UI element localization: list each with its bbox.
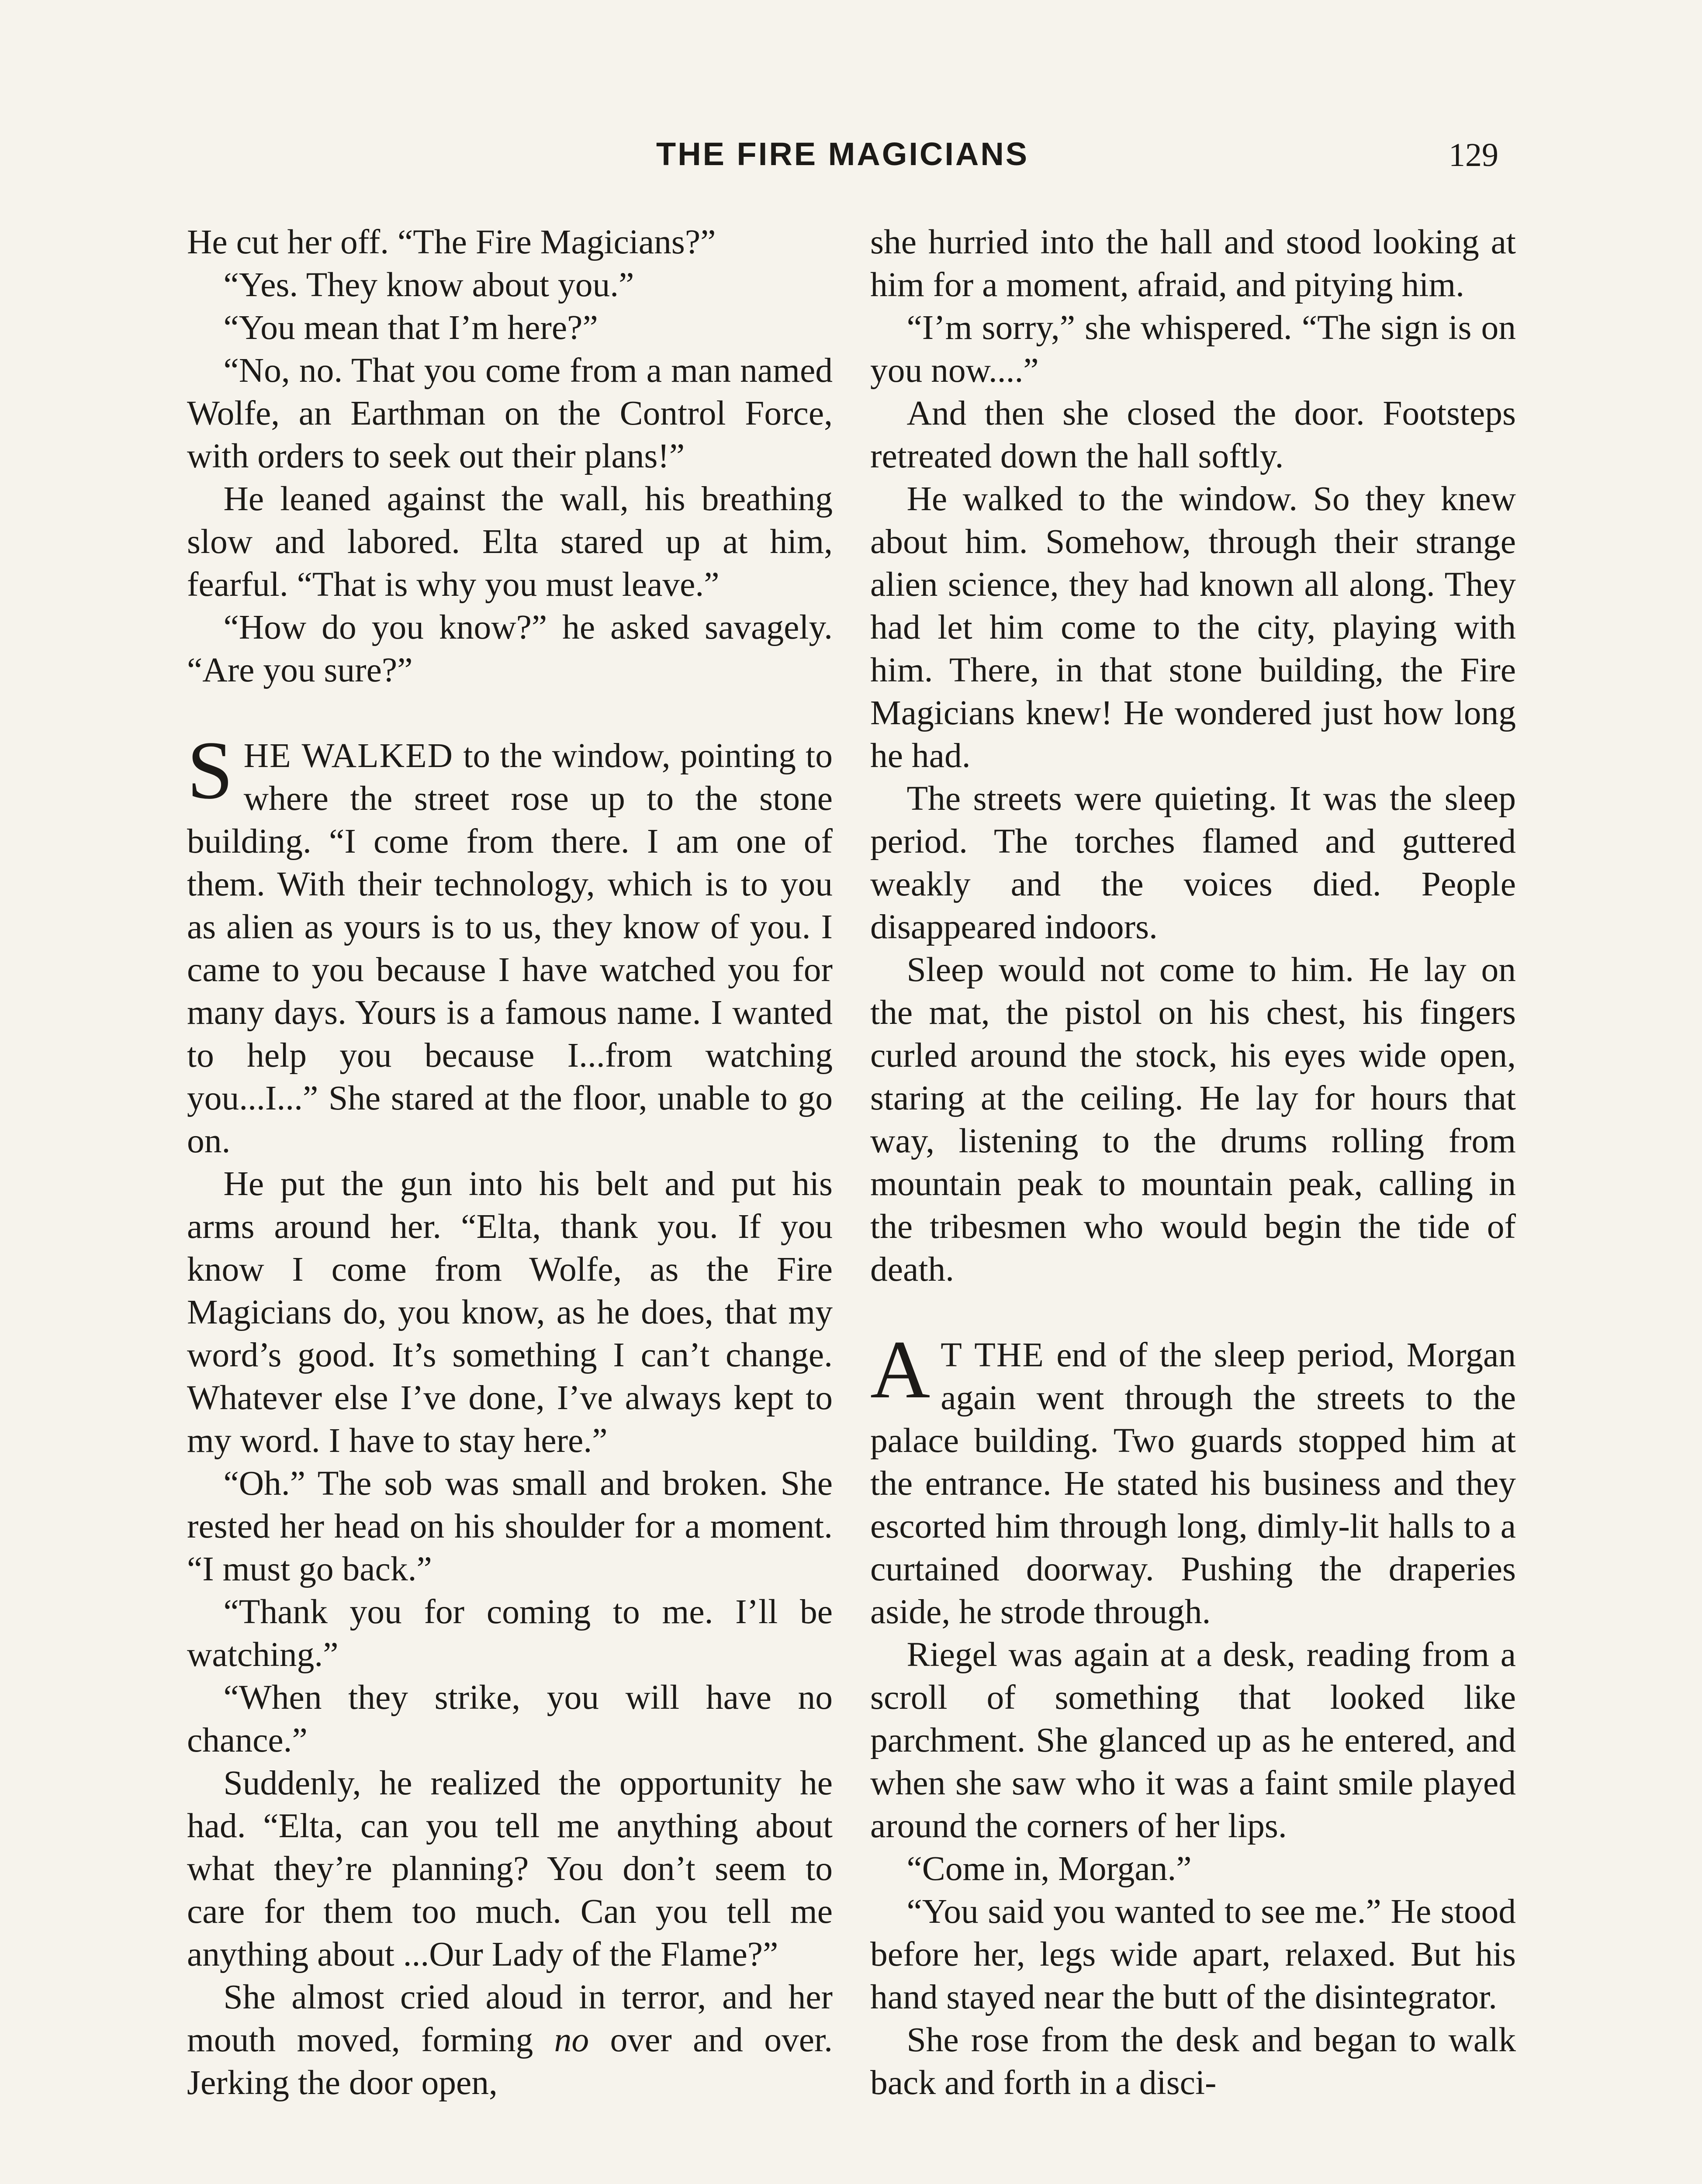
paragraph: “You mean that I’m here?” [223, 308, 598, 347]
paragraph: “Come in, Morgan.” [906, 1849, 1192, 1888]
paragraph: “You said you wanted to see me.” He stood before her, legs wide apart, relaxed. But his hand stayed near the butt of the disintegrator. [870, 1892, 1516, 2016]
right-column [870, 221, 1516, 2184]
paragraph: “When they strike, you will have no chance.” [187, 1678, 833, 1759]
paragraph: “No, no. That you come from a man named Wolfe, an Earthman on the Control Force, with orders to seek out their plans!” [187, 351, 833, 475]
running-head [0, 131, 1702, 183]
paragraph: “I’m sorry,” she whispered. “The sign is on you now....” [870, 308, 1516, 390]
left-column [187, 221, 833, 2184]
paragraph-text: over and over. Jerking the door open, [187, 2021, 833, 2102]
small-caps-lead: T THE [941, 1336, 1045, 1374]
drop-cap: S [187, 725, 233, 816]
paragraph: “Yes. They know about you.” [223, 266, 634, 304]
drop-cap: A [870, 1324, 931, 1416]
emphasis-text: no [554, 2021, 589, 2059]
paragraph: And then she closed the door. Footsteps retreated down the hall softly. [870, 394, 1516, 475]
paragraph: He put the gun into his belt and put his arms around her. “Elta, thank you. If you know I come from Wolfe, as the Fire Magicians do, you know, as he does, that my word’s good. It’s something I can’t change. Whatever else I’ve done, I’ve always kept to my word. I have to stay here.” [187, 1165, 833, 1460]
paragraph-text: to the window, pointing to where the street rose up to the stone building. “I come from there. I am one of them. With their technology, which is to you as alien as yours is to us, they know of you. I came to you because I have watched you for many days. Yours is a famous name. I wanted to help you because I...from watching you...I...” She stared at the floor, unable to go on. [187, 736, 833, 1160]
paragraph: She rose from the desk and began to walk back and forth in a disci- [870, 2021, 1516, 2102]
paragraph: He leaned against the wall, his breathing slow and labored. Elta stared up at him, fearful. “That is why you must leave.” [187, 480, 833, 604]
paragraph-text: She almost cried aloud in terror, and her mouth moved, forming [187, 1978, 833, 2059]
paragraph: He walked to the window. So they knew about him. Somehow, through their strange alien science, they had known all along. They had let him come to the city, playing with him. There, in that stone building, the Fire Magicians knew! He wondered just how long he had. [870, 480, 1516, 775]
page-number: 129 [1449, 137, 1498, 173]
paragraph: “Thank you for coming to me. I’ll be watching.” [187, 1593, 833, 1674]
paragraph-text: end of the sleep period, Morgan again went through the streets to the palace building. Two guards stopped him at the entrance. He stated his business and they escorted him through long, dimly-lit halls to a curtained doorway. Pushing the draperies aside, he strode through. [870, 1336, 1516, 1631]
section-paragraph [870, 1324, 1516, 1633]
paragraph: “How do you know?” he asked savagely. “Are you sure?” [187, 608, 833, 689]
paragraph: Riegel was again at a desk, reading from a scroll of something that looked like parchment. She glanced up as he entered, and when she saw who it was a faint smile played around the corners of her lips. [870, 1635, 1516, 1845]
paragraph: she hurried into the hall and stood looking at him for a moment, afraid, and pitying him. [870, 223, 1516, 304]
paragraph: Sleep would not come to him. He lay on the mat, the pistol on his chest, his fingers curled around the stock, his eyes wide open, staring at the ceiling. He lay for hours that way, listening to the drums rolling from mountain peak to mountain peak, calling in the tribesmen who would begin the tide of death. [870, 950, 1516, 1289]
paragraph: “Oh.” The sob was small and broken. She rested her head on his shoulder for a moment. “I must go back.” [187, 1464, 833, 1588]
section-paragraph [187, 725, 833, 1162]
small-caps-lead: HE WALKED [243, 736, 454, 775]
paragraph: The streets were quieting. It was the sleep period. The torches flamed and guttered weakly and the voices died. People disappeared indoors. [870, 779, 1516, 946]
paragraph: He cut her off. “The Fire Magicians?” [187, 223, 716, 261]
paragraph [187, 1976, 833, 2104]
paragraph: Suddenly, he realized the opportunity he had. “Elta, can you tell me anything about what they’re planning? You don’t seem to care for them too much. Can you tell me anything about ...Our Lady of the Flame?” [187, 1764, 833, 1973]
running-title: THE FIRE MAGICIANS [656, 136, 1029, 172]
